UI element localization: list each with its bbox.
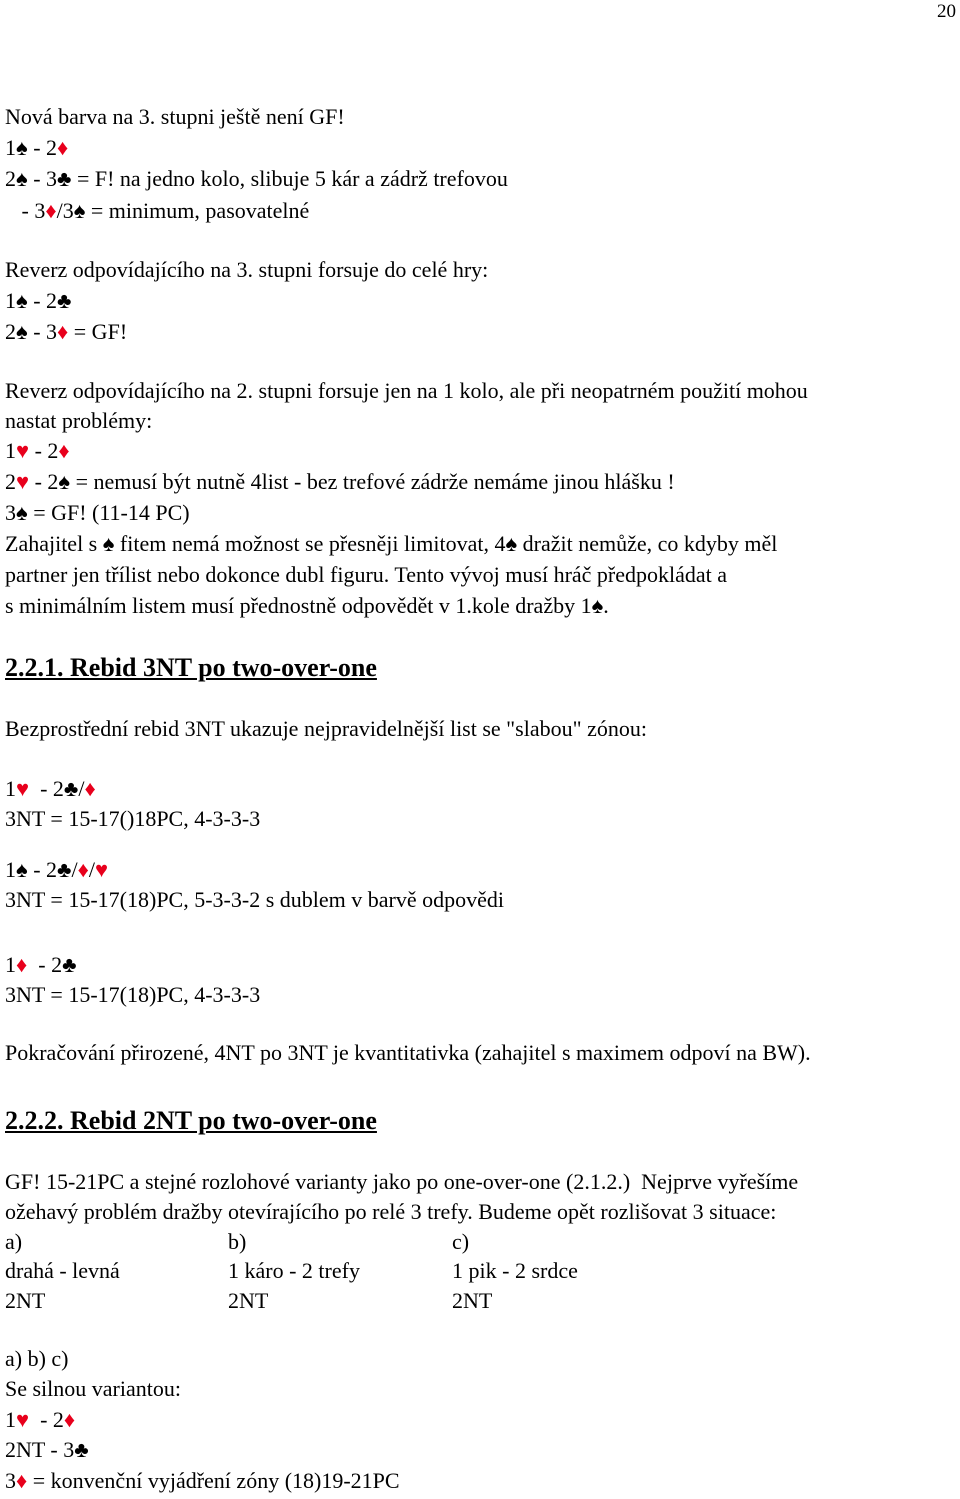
text-line: a) b) c)	[5, 1346, 69, 1371]
bid-line: 2♥ - 2♠ = nemusí být nutně 4list - bez trefové zádrže nemáme jinou hlášku !	[5, 469, 675, 494]
section-heading-2-2-2: 2.2.2. Rebid 2NT po two-over-one	[5, 1106, 377, 1135]
situation-b-bid: 1 káro - 2 trefy	[228, 1258, 360, 1283]
bid-line: 1♥ - 2♦	[5, 438, 70, 463]
bid-line: 3♠ = GF! (11-14 PC)	[5, 500, 190, 525]
text-line: Zahajitel s ♠ fitem nemá možnost se přesněji limitovat, 4♠ dražit nemůže, co kdyby měl	[5, 531, 778, 556]
text-line: 3NT = 15-17()18PC, 4-3-3-3	[5, 806, 261, 831]
text-line: Reverz odpovídajícího na 2. stupni forsuje jen na 1 kolo, ale při neopatrném použití mohou	[5, 378, 808, 403]
diamond-suit-icon: ♦	[16, 952, 28, 977]
diamond-suit-icon: ♦	[16, 1468, 28, 1493]
text-line: partner jen třílist nebo dokonce dubl figuru. Tento vývoj musí hráč předpokládat a	[5, 562, 728, 587]
heart-suit-icon: ♥	[16, 469, 30, 494]
bid-line: 2♠ - 3♦ = GF!	[5, 319, 128, 344]
diamond-suit-icon: ♦	[57, 319, 69, 344]
page-number: 20	[937, 1, 956, 22]
bid-line: 1♠ - 2♣/♦/♥	[5, 857, 108, 882]
diamond-suit-icon: ♦	[77, 857, 89, 882]
bid-line: - 3♦/3♠ = minimum, pasovatelné	[21, 198, 310, 223]
heart-suit-icon: ♥	[16, 438, 30, 463]
section-heading-2-2-1: 2.2.1. Rebid 3NT po two-over-one	[5, 653, 377, 682]
text-line: s minimálním listem musí přednostně odpovědět v 1.kole dražby 1♠.	[5, 593, 609, 618]
situation-a-label: a)	[5, 1229, 23, 1254]
bid-line: 1♥ - 2♣/♦	[5, 776, 96, 801]
bid-line: 1♦ - 2♣	[5, 952, 77, 977]
text-line: GF! 15-21PC a stejné rozlohové varianty jako po one-over-one (2.1.2.) Nejprve vyřešíme	[5, 1169, 799, 1194]
bid-line: 2♠ - 3♣ = F! na jedno kolo, slibuje 5 kár a zádrž trefovou	[5, 166, 508, 191]
bid-line: 2NT - 3♣	[5, 1437, 89, 1462]
situation-c-label: c)	[452, 1229, 470, 1254]
situation-c-bid: 1 pik - 2 srdce	[452, 1258, 578, 1283]
situation-c-rebid: 2NT	[452, 1288, 493, 1313]
heart-suit-icon: ♥	[94, 857, 108, 882]
bid-line: 1♠ - 2♣	[5, 288, 72, 313]
text-line: Pokračování přirozené, 4NT po 3NT je kvantitativka (zahajitel s maximem odpoví na BW).	[5, 1040, 811, 1065]
diamond-suit-icon: ♦	[57, 135, 69, 160]
text-line: Bezprostřední rebid 3NT ukazuje nejpravidelnější list se "slabou" zónou:	[5, 716, 647, 741]
text-line: 3NT = 15-17(18)PC, 4-3-3-3	[5, 982, 261, 1007]
bid-line: 3♦ = konvenční vyjádření zóny (18)19-21PC	[5, 1468, 400, 1493]
diamond-suit-icon: ♦	[45, 198, 57, 223]
situation-a-rebid: 2NT	[5, 1288, 46, 1313]
situation-a-bid: drahá - levná	[5, 1258, 120, 1283]
text-line: Reverz odpovídajícího na 3. stupni forsuje do celé hry:	[5, 257, 489, 282]
diamond-suit-icon: ♦	[58, 438, 70, 463]
situation-b-label: b)	[228, 1229, 247, 1254]
text-line-1: Nová barva na 3. stupni ještě není GF!	[5, 104, 345, 129]
heart-suit-icon: ♥	[16, 1407, 30, 1432]
situation-b-rebid: 2NT	[228, 1288, 269, 1313]
text-line: Se silnou variantou:	[5, 1376, 181, 1401]
text-line: 3NT = 15-17(18)PC, 5-3-3-2 s dublem v barvě odpovědi	[5, 887, 504, 912]
text-line: ožehavý problém dražby otevírajícího po relé 3 trefy. Budeme opět rozlišovat 3 situace:	[5, 1199, 777, 1224]
text-line: nastat problémy:	[5, 408, 153, 433]
diamond-suit-icon: ♦	[63, 1407, 76, 1432]
diamond-suit-icon: ♦	[84, 776, 96, 801]
bid-line: 1♥ - 2♦	[5, 1407, 76, 1432]
heart-suit-icon: ♥	[16, 776, 30, 801]
bid-line: 1♠ - 2♦	[5, 135, 69, 160]
